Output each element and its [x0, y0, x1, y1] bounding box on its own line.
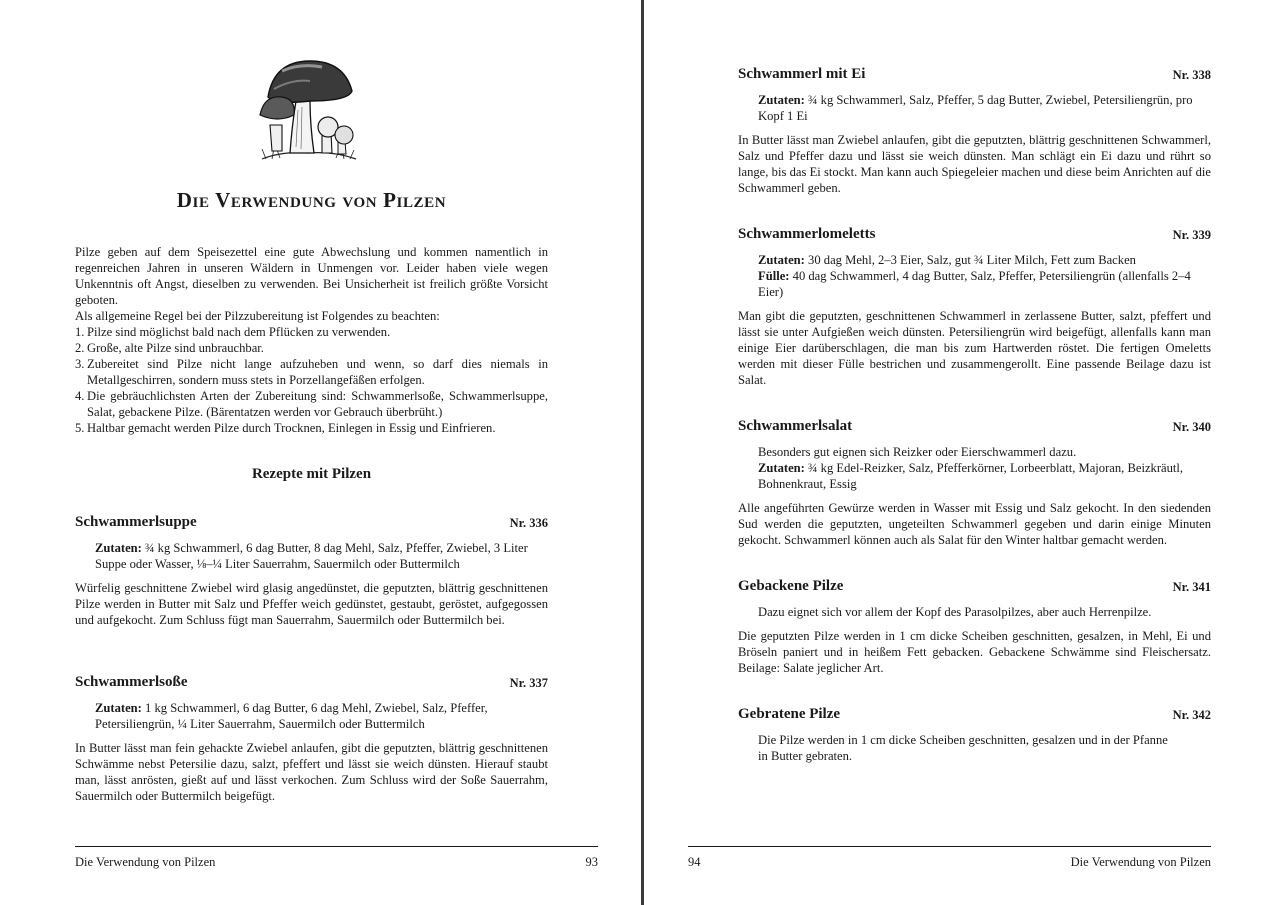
recipe-title: Schwammerl mit Ei — [738, 66, 866, 82]
recipe-number: Nr. 339 — [1172, 228, 1211, 242]
list-item: 5. Haltbar gemacht werden Pilze durch Trocknen, Einlegen in Essig und Einfrieren. — [75, 421, 496, 435]
ingredients: Zutaten: 30 dag Mehl, 2–3 Eier, Salz, gut ¾ Liter Milch, Fett zum Backen — [758, 253, 1136, 267]
recipe-body — [738, 444, 1211, 548]
page-number: 94 — [688, 855, 701, 869]
rules-intro: Als allgemeine Regel bei der Pilzzubereitung ist Folgendes zu beachten: — [75, 309, 440, 323]
method: In Butter lässt man Zwiebel anlaufen, gibt die geputzten, blättrig geschnittenen Schwammerl, Salz und Pfeffer dazu und lässt sie weich dünsten. Man schlägt ein Ei dazu und rührt so lange, bis das Ei stockt. Man kann auch Spiegeleier machen und diese beim Anrichten auf die Schwammerl geben. — [738, 133, 1211, 195]
recipe-number: Nr. 338 — [1172, 68, 1211, 82]
rules-list — [75, 324, 548, 436]
list-item: 4. Die gebräuchlichsten Arten der Zubereitung sind: Schwammerlsoße, Schwammerlsuppe, Salat, gebackene Pilze. (Bärentatzen werden vor Gebrauch überbrüht.) — [75, 389, 548, 419]
list-item: 3. Zubereitet sind Pilze nicht lange aufzuheben und wenn, so darf dies niemals in Metallgeschirren, sondern muss stets in Porzellangefäßen erfolgen. — [75, 357, 548, 387]
recipe-title: Schwammerlsuppe — [75, 514, 197, 530]
recipe-title: Gebackene Pilze — [738, 578, 844, 594]
recipe-number: Nr. 341 — [1172, 580, 1211, 594]
footer-title: Die Verwendung von Pilzen — [1070, 855, 1211, 869]
recipe-title: Gebratene Pilze — [738, 706, 841, 722]
page-gutter — [641, 0, 644, 905]
ingredients: Zutaten: ¾ kg Edel-Reizker, Salz, Pfefferkörner, Lorbeerblatt, Majoran, Beizkräutl, Bohnenkraut, Essig — [758, 461, 1184, 491]
footer-title: Die Verwendung von Pilzen — [75, 855, 216, 869]
recipe-number: Nr. 342 — [1172, 708, 1211, 722]
rules-section — [75, 308, 548, 436]
note: Dazu eignet sich vor allem der Kopf des Parasolpilzes, aber auch Herrenpilze. — [758, 605, 1152, 619]
recipe-number: Nr. 336 — [509, 516, 548, 530]
list-item: 2. Große, alte Pilze sind unbrauchbar. — [75, 341, 264, 355]
left-page — [0, 0, 641, 905]
recipe-body — [738, 604, 1211, 676]
recipe-title: Schwammerlsalat — [738, 418, 853, 434]
chapter-title: Die Verwendung von Pilzen — [176, 188, 447, 212]
recipe-body — [75, 700, 548, 804]
filling: Fülle: 40 dag Schwammerl, 4 dag Butter, Salz, Pfeffer, Petersiliengrün (allenfalls 2–4 Eier) — [758, 269, 1191, 299]
recipe-number: Nr. 337 — [509, 676, 548, 690]
method: Man gibt die geputzten, geschnittenen Schwammerl in zerlassene Butter, salzt, pfeffert und lässt sie unter Aufgießen weich dünsten. Petersiliengrün wird beigefügt, allenfalls kann man einige Eier darüberschlagen, die man bis zum Hartwerden röstet. Die fertigen Omeletts werden mit dieser Fülle bestrichen und zusammengerollt. Eine passende Beilage dazu ist Salat. — [738, 309, 1211, 387]
recipe-body — [75, 540, 548, 628]
recipe-title: Schwammerlsoße — [75, 674, 188, 690]
intro-paragraph: Pilze geben auf dem Speisezettel eine gute Abwechslung und kommen namentlich in regenreichen Jahren in unseren Wäldern in Unmengen vor. Leider haben viele wegen Unkenntnis oft Angst, dieselben zu verwenden. Bei Unsicherheit ist freilich größte Vorsicht geboten. — [75, 245, 548, 307]
page-number: 93 — [585, 855, 598, 869]
ingredients: Zutaten: ¾ kg Schwammerl, 6 dag Butter, 8 dag Mehl, Salz, Pfeffer, Zwiebel, 3 Liter Suppe oder Wasser, ⅛–¼ Liter Sauerrahm, Sauermilch oder Buttermilch — [95, 541, 528, 571]
right-page — [645, 0, 1284, 905]
method: In Butter lässt man fein gehackte Zwiebel anlaufen, gibt die geputzten, blättrig geschnittenen Schwämme nebst Petersilie dazu, salzt, pfeffert und lässt sie weich dünsten. Hierauf staubt man, lässt anrösten, gießt auf und lässt verkochen. Zum Schluss wird der Soße Sauerrahm, Sauermilch oder Buttermilch beigefügt. — [75, 741, 548, 803]
note: Besonders gut eignen sich Reizker oder Eierschwammerl dazu. — [758, 445, 1077, 459]
recipe-body — [738, 252, 1211, 388]
recipe-number: Nr. 340 — [1172, 420, 1211, 434]
mushroom-illustration — [252, 55, 364, 167]
method: Würfelig geschnittene Zwiebel wird glasig angedünstet, die geputzten, blättrig geschnittenen Pilze werden in Butter mit Salz und Pfeffer weich gedünstet, gestaubt, geröstet, aufgegossen und aufgekocht. Zum Schluss fügt man Sauerrahm, Sauermilch oder Buttermilch bei. — [75, 581, 548, 627]
recipe-title: Schwammerlomeletts — [738, 226, 876, 242]
note: Die Pilze werden in 1 cm dicke Scheiben geschnitten, gesalzen und in der Pfanne in Butter gebraten. — [758, 733, 1168, 763]
ingredients: Zutaten: ¾ kg Schwammerl, Salz, Pfeffer, 5 dag Butter, Zwiebel, Petersiliengrün, pro Kopf 1 Ei — [758, 93, 1193, 123]
footer-rule — [688, 846, 1211, 847]
list-item: 1. Pilze sind möglichst bald nach dem Pflücken zu verwenden. — [75, 325, 391, 339]
footer-rule — [75, 846, 598, 847]
ingredients: Zutaten: 1 kg Schwammerl, 6 dag Butter, 6 dag Mehl, Zwiebel, Salz, Pfeffer, Petersiliengrün, ¼ Liter Sauerrahm, Sauermilch oder Buttermilch — [95, 701, 488, 731]
method: Alle angeführten Gewürze werden in Wasser mit Essig und Salz gekocht. In den siedenden Sud werden die geputzten, ungeteilten Schwammerl gegeben und darin einige Minuten gekocht. Schwammerl können auch als Salat für den Winter haltbar gemacht werden. — [738, 501, 1211, 547]
recipe-body — [738, 92, 1211, 196]
recipe-body — [738, 732, 1211, 764]
recipes-subheading: Rezepte mit Pilzen — [251, 466, 372, 482]
method: Die geputzten Pilze werden in 1 cm dicke Scheiben geschnitten, gesalzen, in Mehl, Ei und Bröseln paniert und in heißem Fett gebacken. Gebackene Schwämme sind Fleischersatz. Beilage: Salate jeglicher Art. — [738, 629, 1211, 675]
